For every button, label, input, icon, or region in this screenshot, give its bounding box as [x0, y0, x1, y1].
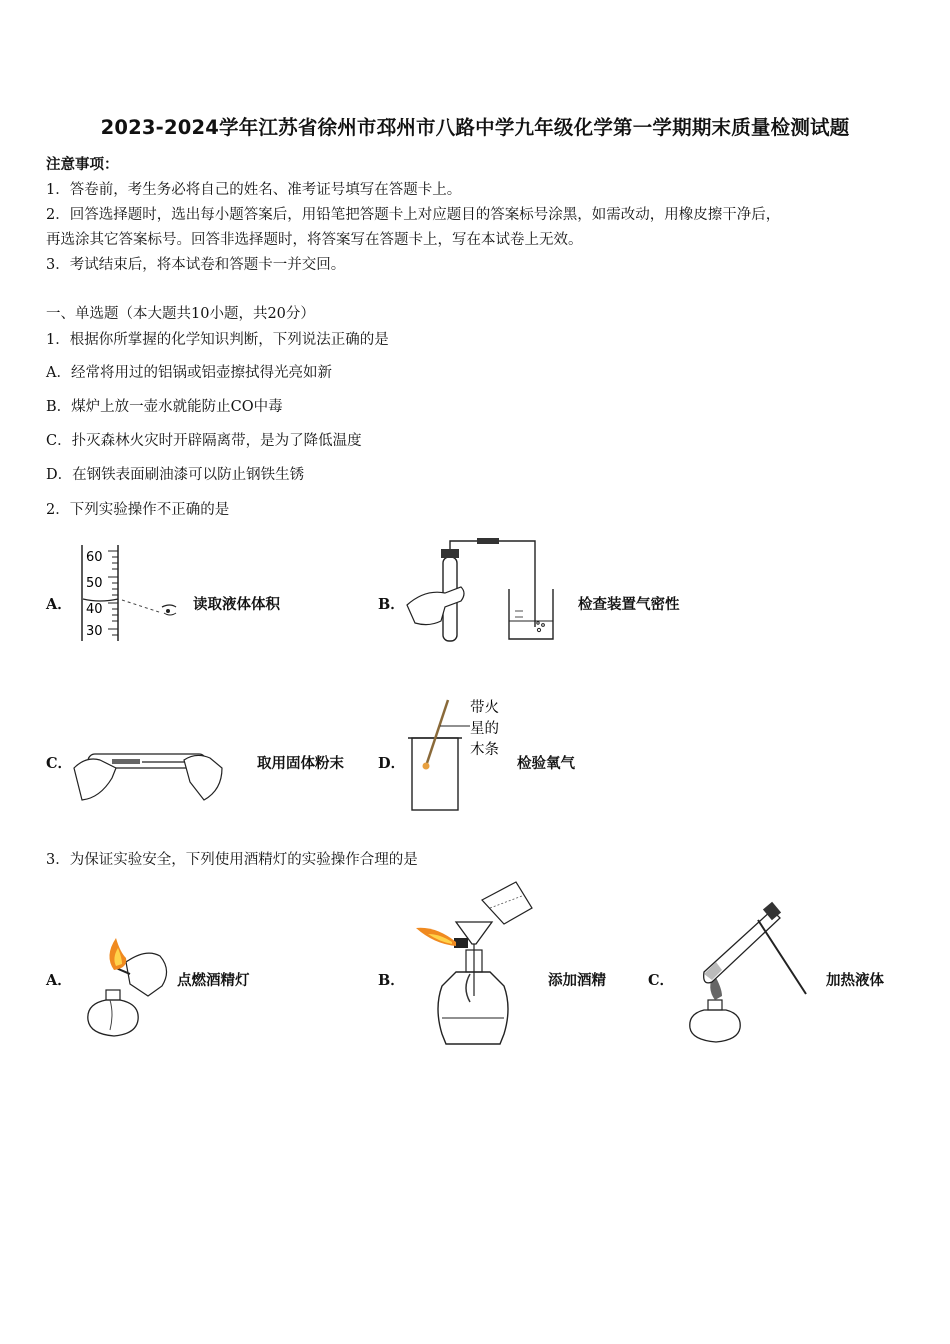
- question-1-option-b: B．煤炉上放一壶水就能防止CO中毒: [46, 399, 283, 415]
- flame-icon: [416, 928, 456, 946]
- cylinder-tick-label: 30: [86, 624, 103, 639]
- notice-item: 2．回答选择题时，选出每小题答案后，用铅笔把答题卡上对应题目的答案标号涂黑，如需改动，用橡皮擦干净后，: [46, 207, 781, 223]
- question-2-letter-c: C．: [46, 755, 73, 772]
- question-1-stem: 1．根据你所掌握的化学知识判断，下列说法正确的是: [46, 332, 389, 348]
- question-1-option-c: C．扑灭森林火灾时开辟隔离带，是为了降低温度: [46, 433, 362, 449]
- question-3-stem: 3．为保证实验安全，下列使用酒精灯的实验操作合理的是: [46, 852, 418, 868]
- page-title: 2023-2024学年江苏省徐州市邳州市八路中学九年级化学第一学期期末质量检测试题: [100, 116, 850, 139]
- adding-alcohol-figure: [412, 878, 542, 1050]
- splint-label: 木条: [470, 742, 499, 758]
- notice-item: 再选涂其它答案标号。回答非选择题时，将答案写在答题卡上，写在本试卷上无效。: [46, 232, 583, 248]
- question-3-caption-b: 添加酒精: [548, 972, 606, 989]
- question-2-letter-b: B．: [378, 596, 405, 613]
- lamp-lighting-figure: [76, 934, 176, 1046]
- cylinder-tick-label: 60: [86, 550, 103, 565]
- airtightness-check-figure: [405, 537, 560, 645]
- question-2-caption-d: 检验氧气: [517, 755, 575, 772]
- question-2-letter-d: D．: [378, 755, 406, 772]
- notice-heading: 注意事项：: [46, 156, 119, 173]
- question-3-caption-a: 点燃酒精灯: [177, 972, 250, 989]
- question-3-letter-a: A．: [46, 972, 72, 989]
- question-2-caption-a: 读取液体体积: [193, 596, 280, 613]
- question-3-letter-c: C．: [648, 972, 675, 989]
- question-2-caption-b: 检查装置气密性: [578, 596, 680, 613]
- question-2-caption-c: 取用固体粉末: [257, 755, 344, 772]
- splint-label: 带火: [470, 700, 499, 716]
- question-2-letter-a: A．: [46, 596, 72, 613]
- eye-icon: [162, 605, 176, 615]
- splint-label: 星的: [470, 721, 499, 737]
- notice-item: 3．考试结束后，将本试卷和答题卡一并交回。: [46, 257, 346, 273]
- graduated-cylinder-figure: [78, 543, 188, 645]
- cylinder-tick-label: 50: [86, 576, 103, 591]
- heating-liquid-figure: [682, 900, 812, 1046]
- question-3-caption-c: 加热液体: [826, 972, 884, 989]
- oxygen-test-figure: [404, 694, 514, 814]
- question-1-option-d: D．在钢铁表面刷油漆可以防止钢铁生锈: [46, 467, 305, 483]
- section-heading: 一、单选题（本大题共10小题，共20分）: [46, 306, 315, 322]
- powder-test-tube-figure: [72, 738, 232, 810]
- flame-icon: [109, 938, 126, 970]
- question-2-stem: 2．下列实验操作不正确的是: [46, 502, 230, 518]
- notice-item: 1．答卷前，考生务必将自己的姓名、准考证号填写在答题卡上。: [46, 182, 462, 198]
- cylinder-tick-label: 40: [86, 602, 103, 617]
- question-1-option-a: A．经常将用过的铝锅或铝壶擦拭得光亮如新: [46, 365, 332, 381]
- question-3-letter-b: B．: [378, 972, 405, 989]
